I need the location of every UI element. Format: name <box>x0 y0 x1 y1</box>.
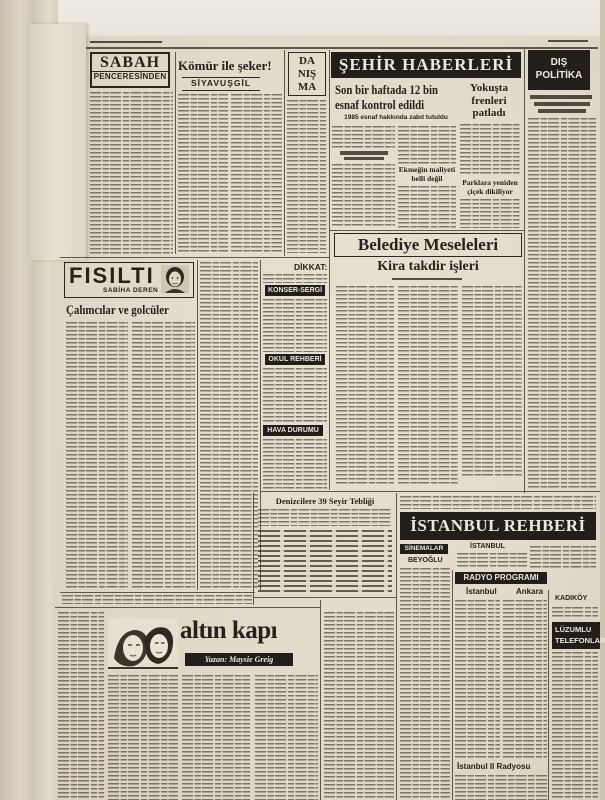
section-rule <box>60 257 329 258</box>
article-body <box>258 509 392 526</box>
article-body <box>263 368 327 423</box>
article-body <box>528 118 596 490</box>
sabah-kicker: SABAH <box>99 54 161 71</box>
article-body <box>324 612 394 800</box>
park-headline <box>459 178 521 196</box>
headline-line: Ekmeğin maliyeti <box>398 165 456 174</box>
article-body <box>200 262 258 588</box>
article-body <box>460 124 520 176</box>
article-body <box>398 126 456 164</box>
telefon-line: LÜZUMLU <box>555 625 592 634</box>
headline-line: frenleri <box>471 94 507 107</box>
article-body <box>462 286 522 478</box>
subhead-mark <box>344 157 384 160</box>
radio-listing <box>455 600 500 758</box>
section-rule <box>330 230 524 231</box>
kira-headline: Kira takdir işleri <box>377 259 479 274</box>
belediye-banner: Belediye Meseleleri <box>334 233 522 257</box>
sabah-title: PENCERESİNDEN <box>93 72 167 81</box>
radio-listing <box>503 600 547 758</box>
luzumlu-telefonlar-box <box>552 622 605 649</box>
radyo-istanbul2-label: İstanbul II Radyosu <box>457 762 531 771</box>
headline-line: çiçek dikiliyor <box>467 187 513 196</box>
dikkat-heading: DİKKAT: <box>294 262 328 272</box>
phone-listing <box>552 652 598 800</box>
okul-rehberi-label: OKUL REHBERİ <box>265 354 325 365</box>
column-rule <box>329 50 330 490</box>
paper-name-line <box>548 40 588 42</box>
cinema-listing <box>400 568 450 800</box>
subhead-mark <box>340 151 388 155</box>
fisilti-headline: Çalımcılar ve golcüler <box>66 302 169 317</box>
cinema-listing <box>457 553 527 569</box>
column-rule <box>320 600 321 800</box>
article-body <box>287 100 327 253</box>
section-rule <box>60 592 255 593</box>
radyo-programi-label: RADYO PROGRAMI <box>455 572 547 584</box>
article-body <box>398 186 456 228</box>
footer-strip <box>62 595 252 604</box>
fisilti-title: FISILTI <box>69 263 155 288</box>
section-rule <box>55 607 320 608</box>
article-body <box>132 322 195 588</box>
danisma-line: MA <box>297 81 317 93</box>
altin-kapi-illustration <box>108 618 178 670</box>
sabah-penceresinden-box <box>90 52 170 88</box>
dis-politika-line: DIŞ <box>550 57 568 68</box>
sehir-lead-subhead: 1985 esnaf hakkında zabıt tutuldu <box>344 114 448 121</box>
article-body <box>398 286 458 486</box>
telefon-line: TELEFONLAR <box>555 636 605 645</box>
article-body <box>231 94 282 254</box>
headline-mark <box>538 109 586 113</box>
cinema-listing <box>552 607 598 619</box>
radyo-istanbul-label: İstanbul <box>466 587 497 596</box>
article-body <box>108 675 178 800</box>
date-line <box>90 41 162 43</box>
sehir-haberleri-banner: ŞEHİR HABERLERİ <box>331 52 521 78</box>
section-rule <box>260 491 600 492</box>
headline-mark <box>530 95 592 99</box>
dis-politika-box <box>528 50 590 90</box>
kadikoy-label: KADIKÖY <box>555 595 588 602</box>
article-body <box>255 675 318 800</box>
column-rule <box>548 590 549 800</box>
danisma-box <box>288 52 326 96</box>
fisilti-box <box>64 262 194 298</box>
denizcilere-headline: Denizcilere 39 Seyir Tebliği <box>275 496 375 506</box>
istanbul-rehberi-banner: İSTANBUL REHBERİ <box>400 512 596 540</box>
author-portrait <box>161 265 189 293</box>
column-rule <box>175 52 176 254</box>
yokusta-headline <box>459 82 519 120</box>
hava-durumu-label: HAVA DURUMU <box>263 425 323 436</box>
header-rule <box>86 47 598 49</box>
istanbul-label: İSTANBUL <box>470 543 505 550</box>
column-rule <box>284 50 285 256</box>
article-body <box>400 496 596 509</box>
column-rule <box>396 493 397 800</box>
column-rule <box>524 48 525 493</box>
top-paper-sheet <box>58 0 600 40</box>
sehir-lead-headline <box>335 82 456 112</box>
notice-table <box>258 530 392 592</box>
headline-line: Parklara yeniden <box>462 178 518 187</box>
sinemalar-label: SİNEMALAR <box>400 544 448 554</box>
komur-headline: Kömür ile şeker! <box>178 58 272 73</box>
section-rule <box>253 597 396 598</box>
cinema-listing <box>530 546 596 570</box>
headline-line: belli değil <box>411 174 443 183</box>
article-body <box>460 199 520 228</box>
fisilti-author: SABİHA DEREN <box>103 287 159 294</box>
beyoglu-label: BEYOĞLU <box>408 557 443 564</box>
dis-politika-line: POLİTİKA <box>535 70 583 81</box>
danisma-line: NIŞ <box>297 68 317 80</box>
column-rule <box>452 570 453 800</box>
article-body <box>263 299 327 352</box>
konser-sergi-label: KONSER-SERGİ <box>265 285 325 296</box>
byline-mark <box>392 278 462 280</box>
headline-line: patladı <box>472 107 506 119</box>
danisma-line: DA <box>299 55 315 67</box>
article-body <box>332 164 395 228</box>
ekmek-headline <box>397 165 457 183</box>
headline-line: Yokuşta <box>470 82 508 94</box>
article-body <box>66 322 128 588</box>
radyo-ankara-label: Ankara <box>516 587 544 596</box>
headline-line: Son bir haftada 12 bin <box>335 82 438 97</box>
column-rule <box>197 260 198 590</box>
headline-line: esnaf kontrol edildi <box>335 97 425 112</box>
folded-sheet-edge <box>30 24 86 260</box>
article-body <box>58 612 104 800</box>
article-body <box>332 126 395 148</box>
article-body <box>263 274 327 283</box>
headline-mark <box>534 102 590 106</box>
altin-kapi-byline: Yazan: Maysie Greig <box>185 653 293 666</box>
article-body <box>182 675 250 800</box>
komur-byline: SİYAVUŞGİL <box>182 77 260 91</box>
article-body <box>263 439 327 489</box>
article-body <box>336 286 394 486</box>
article-body <box>178 94 228 254</box>
article-body <box>90 92 173 254</box>
radio-listing <box>455 775 547 800</box>
altin-kapi-title: altın kapı <box>180 617 278 644</box>
